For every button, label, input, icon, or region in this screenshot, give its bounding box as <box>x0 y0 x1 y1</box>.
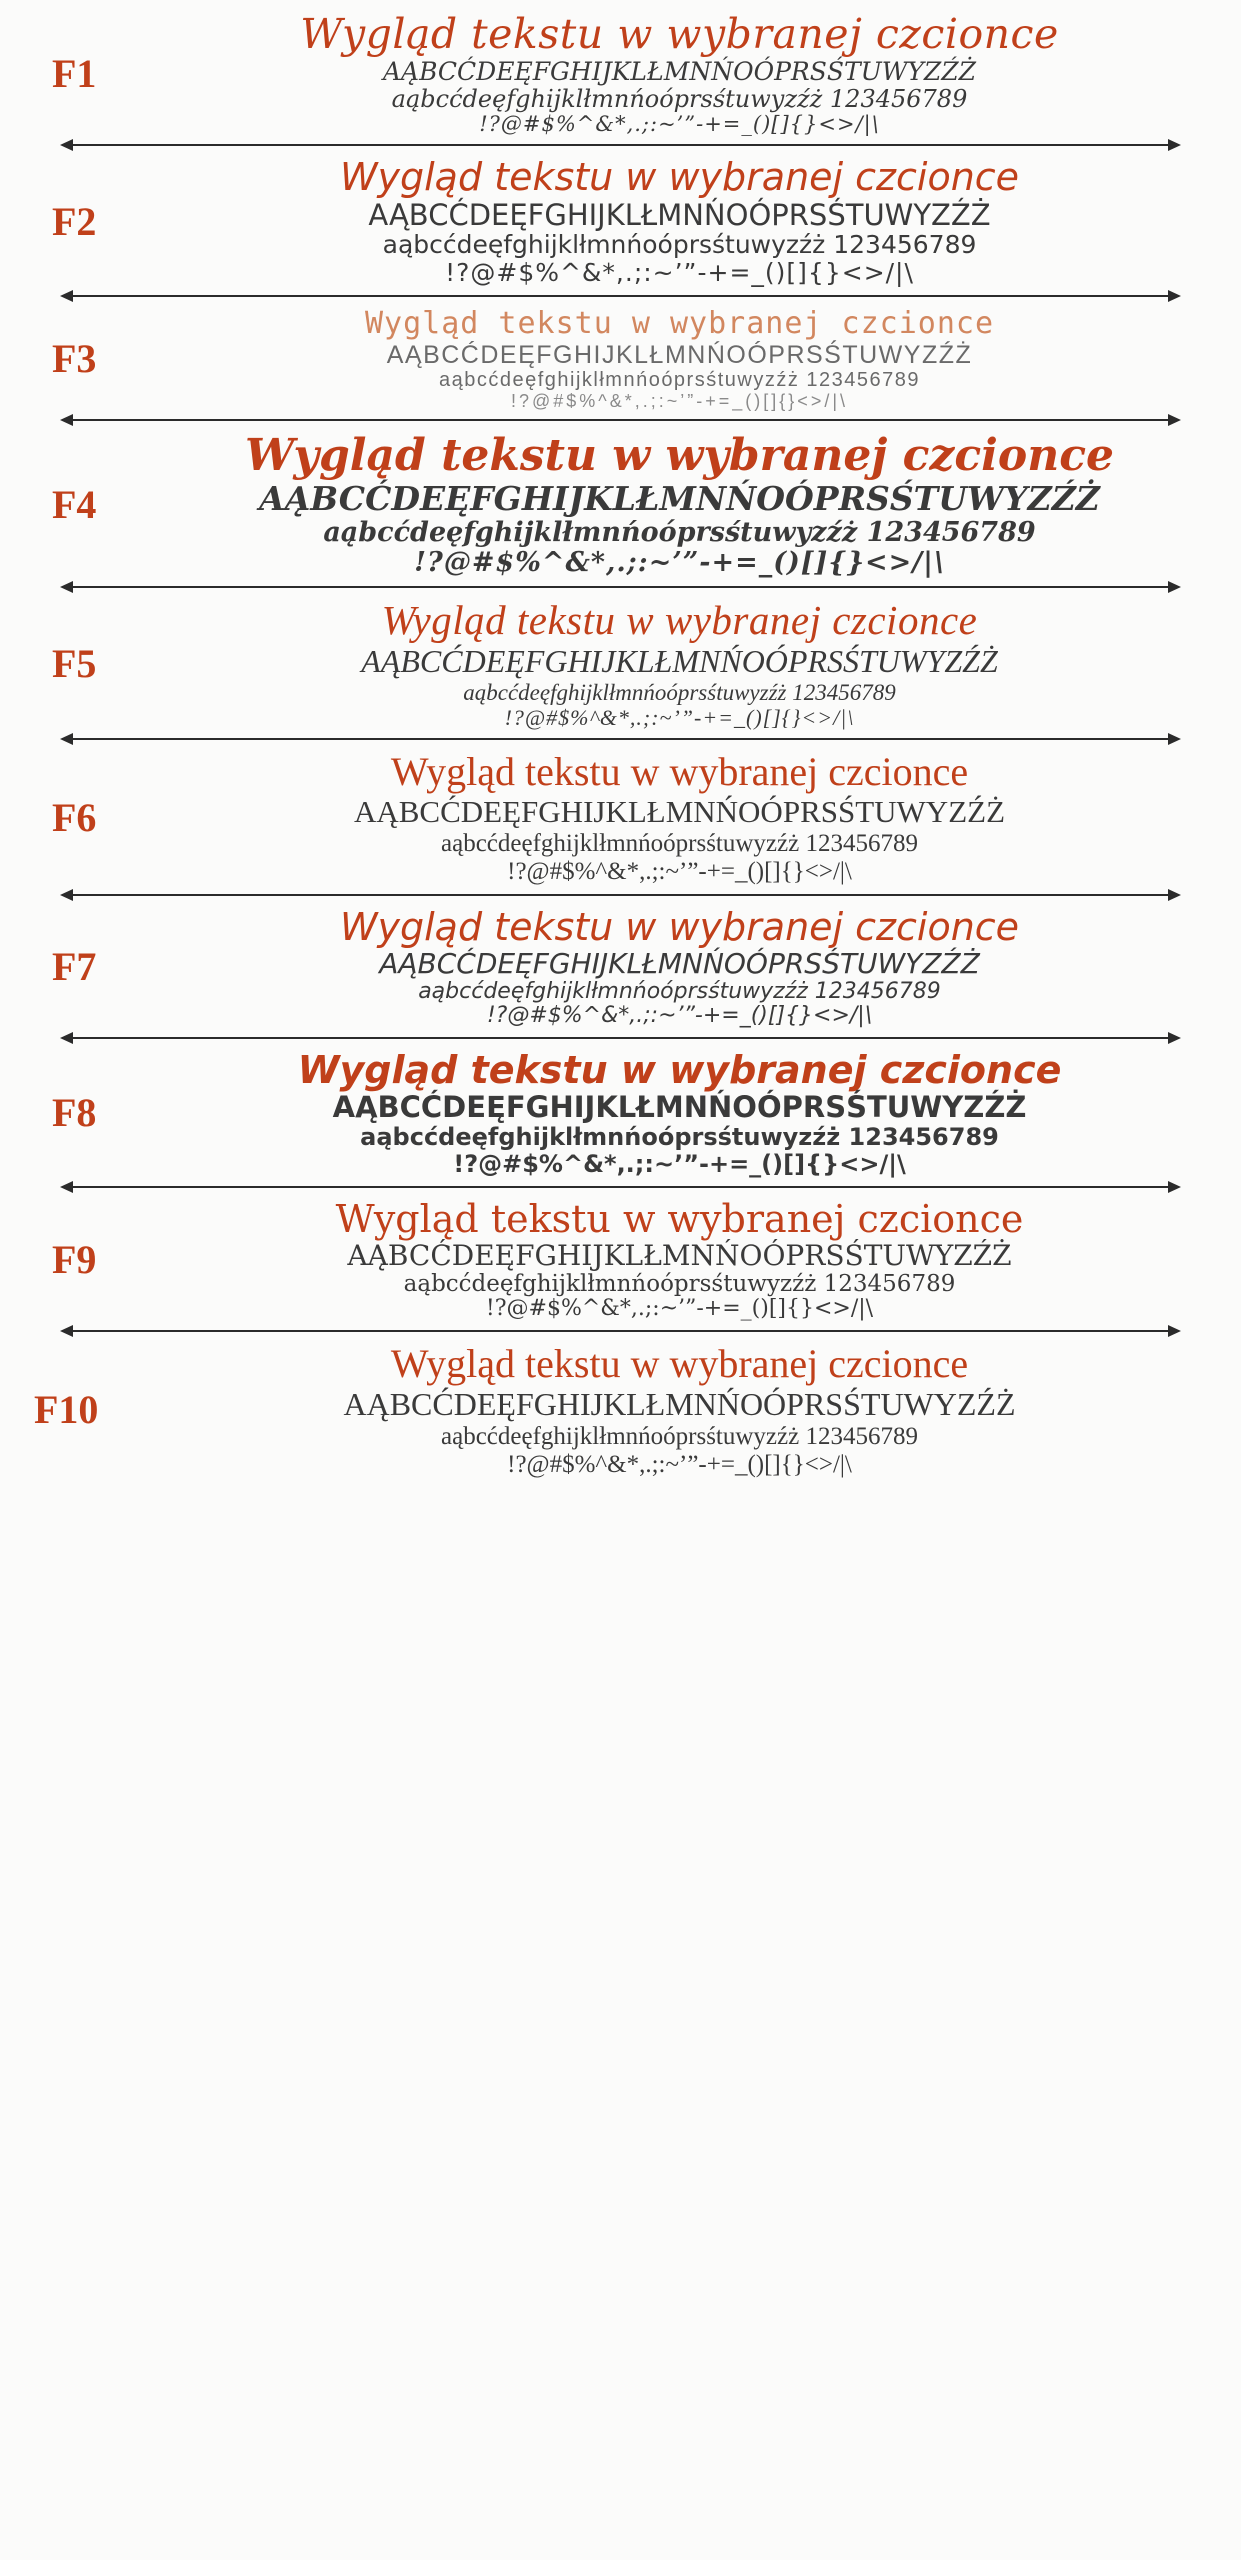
specimen-f2 <box>0 154 1241 287</box>
specimen-heading-f8: Wygląd tekstu w wybranej czcionce <box>297 1048 1062 1092</box>
specimen-symbols-f4: !?@#$%^&*,.;:~’”-+=_()[]{}<>/|\ <box>414 546 945 578</box>
specimen-label-f7: F7 <box>52 944 97 990</box>
specimen-lowercase-digits-f8: aąbcćdeęfghijklłmnńoóprsśtuwyzźż 123456789 <box>360 1122 999 1151</box>
divider-rule <box>72 419 1169 421</box>
specimen-divider <box>60 413 1181 427</box>
specimen-heading-f5: Wygląd tekstu w wybranej czcionce <box>381 598 978 644</box>
divider-rule <box>72 1037 1169 1039</box>
specimen-label-f8: F8 <box>52 1090 97 1136</box>
specimen-lowercase-digits-f7: aąbcćdeęfghijklłmnńoóprsśtuwyzźż 123456789 <box>418 978 941 1004</box>
specimen-divider <box>60 580 1181 594</box>
specimen-divider <box>60 1180 1181 1194</box>
specimen-uppercase-f10: AĄBCĆDEĘFGHIJKLŁMNŃOÓPRSŚTUWYZŹŻ <box>343 1385 1016 1422</box>
specimen-f9 <box>0 1196 1241 1322</box>
specimen-symbols-f3: !?@#$%^&*,.;:~’”-+=_()[]{}<>/|\ <box>510 391 849 412</box>
specimen-lines-f3 <box>136 307 1223 411</box>
specimen-f10 <box>0 1340 1241 1479</box>
specimen-symbols-f5: !?@#$%^&*,.;:~’”-+=_()[]{}<>/|\ <box>504 704 855 730</box>
specimen-symbols-f2: !?@#$%^&*,.;:~’”-+=_()[]{}<>/|\ <box>445 258 914 288</box>
divider-rule <box>72 738 1169 740</box>
specimen-heading-f7: Wygląd tekstu w wybranej czcionce <box>339 905 1020 949</box>
specimen-label-f3: F3 <box>52 336 97 382</box>
specimen-uppercase-f1: AĄBCĆDEĘFGHIJKLŁMNŃOÓPRSŚTUWYZŹŻ <box>382 56 977 86</box>
specimen-uppercase-f4: AĄBCĆDEĘFGHIJKLŁMNŃOÓPRSŚTUWYZŹŻ <box>259 478 1100 518</box>
divider-rule <box>72 894 1169 896</box>
specimen-divider <box>60 732 1181 746</box>
arrow-right-icon <box>1168 414 1181 426</box>
specimen-uppercase-f6: AĄBCĆDEĘFGHIJKLŁMNŃOÓPRSŚTUWYZŹŻ <box>353 794 1005 830</box>
divider-rule <box>72 1186 1169 1188</box>
specimen-symbols-f9: !?@#$%^&*,.;:~’”-+=_()[]{}<>/|\ <box>485 1296 874 1322</box>
divider-rule <box>72 586 1169 588</box>
specimen-uppercase-f2: AĄBCĆDEĘFGHIJKLŁMNŃOÓPRSŚTUWYZŹŻ <box>368 197 991 232</box>
specimen-f7 <box>0 904 1241 1029</box>
specimen-lowercase-digits-f6: aąbcćdeęfghijklłmnńoóprsśtuwyzźż 123456789 <box>441 829 918 857</box>
arrow-right-icon <box>1168 1181 1181 1193</box>
specimen-heading-f6: Wygląd tekstu w wybranej czcionce <box>390 750 969 795</box>
specimen-label-f1: F1 <box>52 51 97 97</box>
specimen-divider <box>60 138 1181 152</box>
divider-rule <box>72 144 1169 146</box>
specimen-heading-f1: Wygląd tekstu w wybranej czcionce <box>300 12 1059 58</box>
specimen-uppercase-f7: AĄBCĆDEĘFGHIJKLŁMNŃOÓPRSŚTUWYZŹŻ <box>379 947 980 981</box>
specimen-lines-f8 <box>136 1049 1223 1178</box>
specimen-f4 <box>0 429 1241 578</box>
specimen-heading-f2: Wygląd tekstu w wybranej czcionce <box>339 156 1020 200</box>
specimen-lines-f4 <box>136 431 1223 578</box>
specimen-uppercase-f5: AĄBCĆDEĘFGHIJKLŁMNŃOÓPRSŚTUWYZŹŻ <box>361 643 998 680</box>
arrow-right-icon <box>1168 733 1181 745</box>
divider-rule <box>72 1330 1169 1332</box>
specimen-heading-f10: Wygląd tekstu w wybranej czcionce <box>390 1341 969 1386</box>
specimen-symbols-f1: !?@#$%^&*,.;:~’”-+=_()[]{}<>/|\ <box>479 111 880 136</box>
specimen-lines-f1 <box>136 12 1223 136</box>
specimen-symbols-f7: !?@#$%^&*,.;:~’”-+=_()[]{}<>/|\ <box>486 1003 873 1029</box>
arrow-right-icon <box>1168 581 1181 593</box>
specimen-lines-f5 <box>136 598 1223 730</box>
specimen-label-f4: F4 <box>52 481 97 527</box>
specimen-uppercase-f8: AĄBCĆDEĘFGHIJKLŁMNŃOÓPRSŚTUWYZŹŻ <box>332 1090 1027 1125</box>
specimen-lines-f10 <box>136 1342 1223 1479</box>
specimen-lines-f2 <box>136 156 1223 287</box>
specimen-f3 <box>0 305 1241 411</box>
specimen-label-f10: F10 <box>34 1387 99 1433</box>
specimen-lowercase-digits-f2: aąbcćdeęfghijklłmnńoóprsśtuwyzźż 123456789 <box>382 230 977 260</box>
arrow-right-icon <box>1168 1325 1181 1337</box>
specimen-uppercase-f3: AĄBCĆDEĘFGHIJKLŁMNŃOÓPRSŚTUWYZŹŻ <box>386 340 973 369</box>
arrow-right-icon <box>1168 139 1181 151</box>
specimen-lines-f9 <box>136 1198 1223 1322</box>
specimen-lowercase-digits-f1: aąbcćdeęfghijklłmnńoóprsśtuwyzźż 123456789 <box>391 84 968 113</box>
arrow-right-icon <box>1168 290 1181 302</box>
specimen-lowercase-digits-f5: aąbcćdeęfghijklłmnńoóprsśtuwyzźż 123456789 <box>463 679 896 705</box>
arrow-right-icon <box>1168 1032 1181 1044</box>
specimen-lines-f7 <box>136 906 1223 1029</box>
specimen-symbols-f6: !?@#$%^&*,.;:~’”-+=_()[]{}<>/|\ <box>507 857 852 885</box>
specimen-heading-f9: Wygląd tekstu w wybranej czcionce <box>335 1197 1024 1241</box>
specimen-label-f6: F6 <box>52 795 97 840</box>
specimen-label-f5: F5 <box>52 641 97 687</box>
specimen-uppercase-f9: AĄBCĆDEĘFGHIJKLŁMNŃOÓPRSŚTUWYZŹŻ <box>347 1239 1012 1273</box>
specimen-lowercase-digits-f4: aąbcćdeęfghijklłmnńoóprsśtuwyzźż 123456789 <box>323 516 1036 548</box>
specimen-heading-f4: Wygląd tekstu w wybranej czcionce <box>244 431 1115 482</box>
specimen-heading-f3: Wygląd tekstu w wybranej czcionce <box>364 307 995 342</box>
specimen-divider <box>60 289 1181 303</box>
specimen-symbols-f10: !?@#$%^&*,.;:~’”-+=_()[]{}<>/|\ <box>507 1450 852 1478</box>
specimen-f5 <box>0 596 1241 730</box>
divider-rule <box>72 295 1169 297</box>
specimen-lowercase-digits-f3: aąbcćdeęfghijklłmnńoóprsśtuwyzźż 123456789 <box>438 368 921 391</box>
specimen-label-f2: F2 <box>52 198 97 244</box>
specimen-f8 <box>0 1047 1241 1178</box>
specimen-label-f9: F9 <box>52 1236 97 1282</box>
specimen-symbols-f8: !?@#$%^&*,.;:~’”-+=_()[]{}<>/|\ <box>453 1149 906 1178</box>
specimen-lines-f6 <box>136 750 1223 886</box>
specimen-lowercase-digits-f9: aąbcćdeęfghijklłmnńoóprsśtuwyzźż 123456789 <box>403 1270 956 1297</box>
specimen-divider <box>60 1324 1181 1338</box>
specimen-divider <box>60 1031 1181 1045</box>
specimen-lowercase-digits-f10: aąbcćdeęfghijklłmnńoóprsśtuwyzźż 123456789 <box>441 1422 918 1450</box>
specimen-divider <box>60 888 1181 902</box>
arrow-right-icon <box>1168 889 1181 901</box>
specimen-f6 <box>0 748 1241 886</box>
specimen-f1 <box>0 10 1241 136</box>
